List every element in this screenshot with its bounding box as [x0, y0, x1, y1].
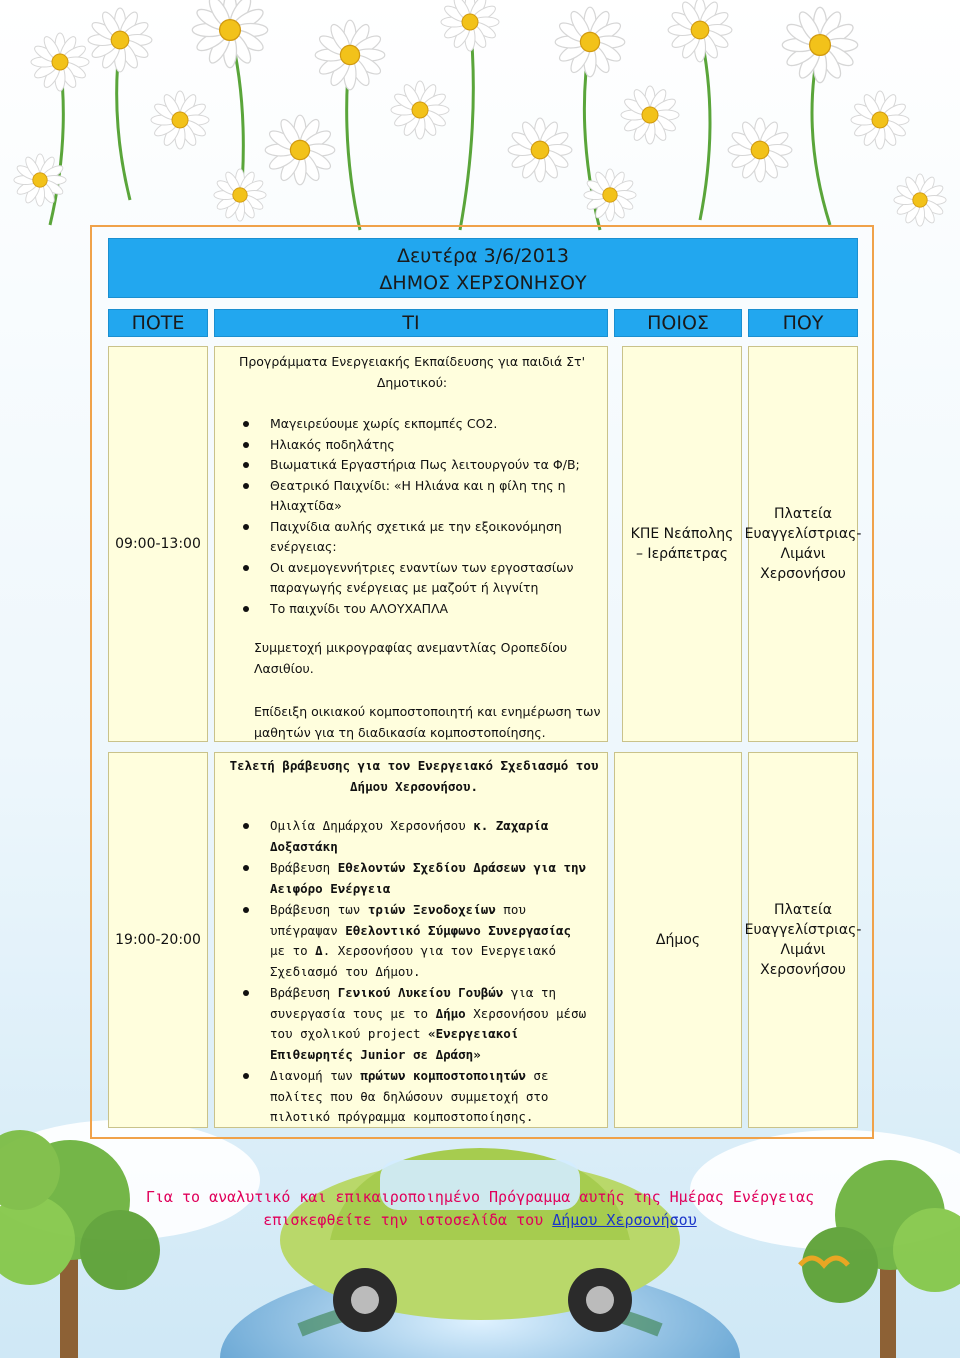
- list-item: [238, 816, 588, 857]
- list-item-segment: Εθελοντών Σχεδίου Δράσεων για την Αειφόρο Ενέργεια: [270, 860, 587, 896]
- municipality-website-link[interactable]: Δήμου Χερσονήσου: [552, 1211, 697, 1229]
- list-item: Θεατρικό Παιχνίδι: «Η Ηλιάνα και η φίλη της η Ηλιαχτίδα»: [238, 476, 578, 517]
- list-item-segment: τριών Ξενοδοχείων: [367, 902, 496, 917]
- list-item-segment: Γενικού Λυκείου Γουβών: [337, 985, 504, 1000]
- header-where: ΠΟΥ: [748, 309, 858, 337]
- row2-where-line1: Πλατεία: [774, 902, 833, 918]
- header-when: ΠΟΤΕ: [108, 309, 208, 337]
- row1-extra1: Συμμετοχή μικρογραφίας ανεμαντλίας Οροπεδίου Λασιθίου.: [254, 640, 568, 676]
- list-item-segment: Δ: [315, 943, 323, 958]
- title-municipality: ΔΗΜΟΣ ΧΕΡΣΟΝΗΣΟΥ: [379, 272, 587, 294]
- list-item: Μαγειρεύουμε χωρίς εκπομπές CO2.: [238, 414, 578, 435]
- list-item-segment: Χερσονήσου μέσω του σχολικού project: [270, 1005, 587, 1041]
- row1-who-cell: [622, 346, 742, 742]
- page-title: [108, 238, 858, 298]
- row1-when-cell: [108, 346, 208, 742]
- row2-heading: Τελετή βράβευσης για τον Ενεργειακό Σχεδιασμό του Δήμου Χερσονήσου.: [229, 758, 599, 794]
- footer-line2: [0, 1209, 960, 1232]
- list-item-segment: . Χερσονήσου για τον Ενεργειακό Σχεδιασμό του Δήμου.: [270, 943, 556, 979]
- footer-line2-text: επισκεφθείτε την ιστοσελίδα του: [263, 1211, 553, 1229]
- list-item: [238, 900, 588, 982]
- list-item-segment: με το: [270, 943, 316, 958]
- list-item-segment: Δήμο: [435, 1005, 466, 1021]
- list-item-segment: Βράβευση: [270, 860, 338, 875]
- row1-where-line1: Πλατεία: [774, 506, 833, 522]
- footer-note: [0, 1186, 960, 1232]
- list-item-segment: Διανομή των: [270, 1068, 361, 1083]
- row2-when: 19:00-20:00: [115, 932, 201, 948]
- header-who: ΠΟΙΟΣ: [614, 309, 742, 337]
- row1-where-line3: Λιμάνι: [780, 546, 826, 562]
- row2-where-line3: Λιμάνι: [780, 942, 826, 958]
- list-item-segment: Εθελοντικό Σύμφωνο Συνεργασίας: [345, 922, 572, 938]
- list-item: Παιχνίδια αυλής σχετικά με την εξοικονόμηση ενέργειας:: [238, 517, 578, 558]
- row1-activity-list: [238, 414, 578, 619]
- list-item-segment: Ομιλία Δημάρχου Χερσονήσου: [270, 818, 474, 833]
- list-item-segment: Βράβευση των: [270, 902, 368, 917]
- list-item-segment: Βράβευση: [270, 985, 338, 1000]
- list-item-segment: για τη συνεργασία τους με το: [270, 985, 556, 1021]
- list-item: Οι ανεμογεννήτριες εναντίων των εργοστασίων παραγωγής ενέργειας με μαζούτ ή λιγνίτη: [238, 558, 578, 599]
- row1-intro-line1: Προγράμματα Ενεργειακής Εκπαίδευσης για παιδιά Στ': [238, 354, 586, 369]
- row1-who-line1: ΚΠΕ Νεάπολης: [630, 526, 734, 542]
- row2-who-cell: [614, 752, 742, 1128]
- row1-intro-line2: Δημοτικού:: [376, 374, 448, 390]
- list-item: [238, 983, 588, 1065]
- row2-where-line2: Ευαγγελίστριας-: [744, 922, 862, 938]
- row2-who: Δήμος: [655, 932, 701, 948]
- row1-when: 09:00-13:00: [115, 536, 201, 552]
- list-item-segment: που υπέγραψαν: [270, 902, 526, 938]
- list-item-segment: κ. Ζαχαρία Δοξαστάκη: [270, 818, 549, 854]
- header-what: ΤΙ: [214, 309, 608, 337]
- row2-where-line4: Χερσονήσου: [760, 962, 846, 978]
- list-item-segment: πρώτων κομποστοποιητών: [360, 1068, 526, 1083]
- list-item-segment: «Ενεργειακοί Επιθεωρητές Junior σε Δράση»: [270, 1026, 519, 1062]
- row2-ceremony-list: [238, 816, 588, 1128]
- row1-extra2: Επίδειξη οικιακού κομποστοποιητή και ενημέρωση των μαθητών για τη διαδικασία κομποστοποίησης.: [254, 704, 601, 740]
- list-item: Βιωματικά Εργαστήρια Πως λειτουργούν τα Φ/Β;: [238, 455, 578, 476]
- footer-line1: Για το αναλυτικό και επικαιροποιημένο Πρόγραμμα αυτής της Ημέρας Ενέργειας: [145, 1188, 815, 1206]
- row2-where-cell: [744, 752, 862, 1128]
- list-item-segment: σε πολίτες που θα δηλώσουν συμμετοχή στο πιλοτικό πρόγραμμα κομποστοποίησης.: [270, 1068, 549, 1124]
- row1-who-line2: – Ιεράπετρας: [635, 546, 729, 562]
- list-item: [238, 1066, 588, 1128]
- list-item: [238, 858, 588, 899]
- title-date: Δευτέρα 3/6/2013: [397, 245, 569, 267]
- row2-when-cell: [108, 752, 208, 1128]
- row1-where-line4: Χερσονήσου: [760, 566, 846, 582]
- row1-intro: [222, 352, 602, 393]
- list-item: Ηλιακός ποδηλάτης: [238, 435, 578, 456]
- list-item: Το παιχνίδι του ΑΛΟΥΧΑΠΛΑ: [238, 599, 578, 620]
- row1-where-line2: Ευαγγελίστριας-: [744, 526, 862, 542]
- row1-where-cell: [744, 346, 862, 742]
